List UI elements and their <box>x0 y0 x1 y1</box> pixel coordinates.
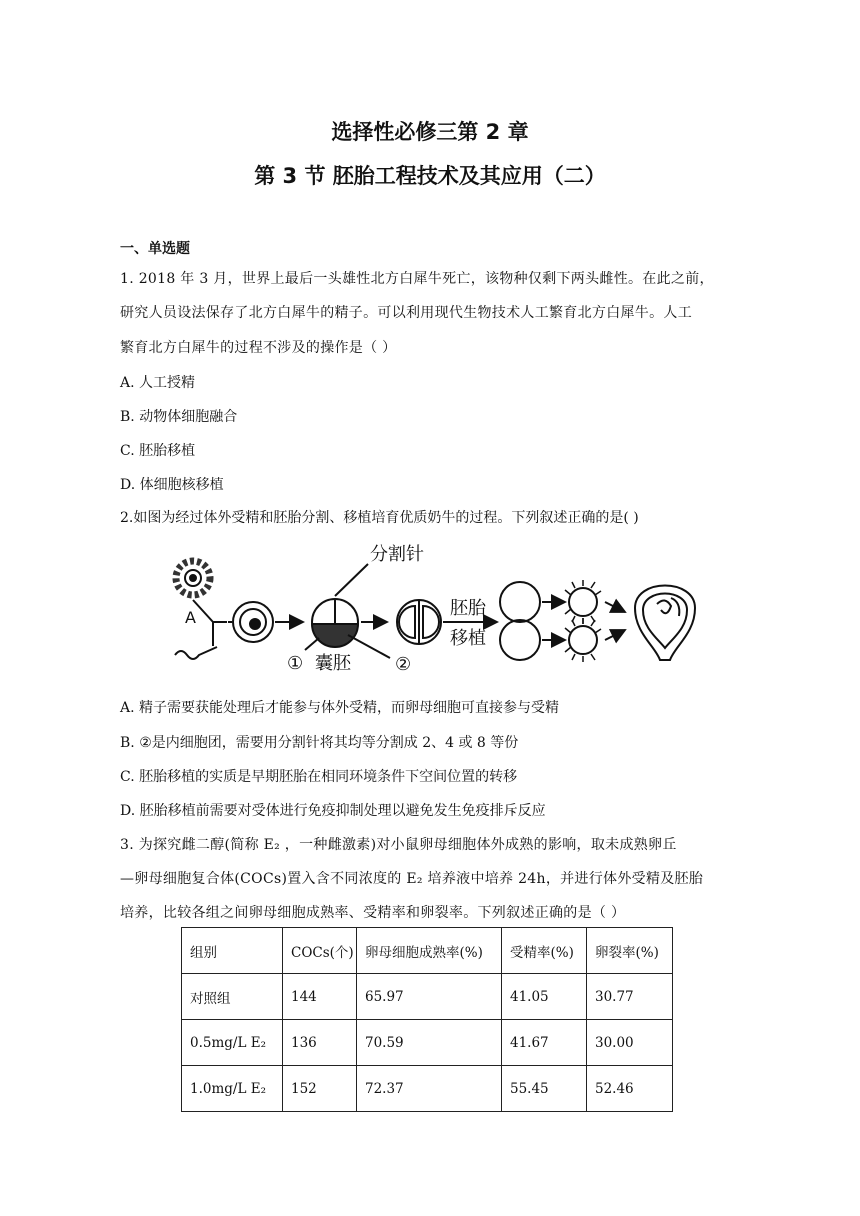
table-header-row <box>182 928 673 974</box>
table-cell: 136 <box>283 1020 357 1066</box>
page-subtitle: 第 3 节 胚胎工程技术及其应用（二） <box>254 164 606 188</box>
table-cell: 30.77 <box>587 974 673 1020</box>
label-blastocyst: 囊胚 <box>315 653 351 673</box>
table-cell: 41.05 <box>502 974 587 1020</box>
hatching-embryo-icon <box>565 580 601 662</box>
q2-option-d: D. 胚胎移植前需要对受体进行免疫抑制处理以避免发生免疫排斥反应 <box>120 803 546 819</box>
table-cell: 52.46 <box>587 1066 673 1112</box>
label-transfer-1: 胚胎 <box>450 598 486 619</box>
table-header-cell: 卵裂率(%) <box>587 928 673 974</box>
table-header-cell: COCs(个) <box>283 928 357 974</box>
table-row <box>182 1066 673 1112</box>
table-cell: 1.0mg/L E₂ <box>182 1066 283 1112</box>
q2-option-a: A. 精子需要获能处理后才能参与体外受精，而卵母细胞可直接参与受精 <box>120 700 560 716</box>
sperm-icon <box>175 647 217 659</box>
table-cell: 72.37 <box>357 1066 502 1112</box>
junction-lines <box>193 600 227 646</box>
table-cell: 对照组 <box>182 974 283 1020</box>
label-a: A <box>185 608 196 627</box>
section-heading: 一、单选题 <box>120 241 190 257</box>
table-header-cell: 卵母细胞成熟率(%) <box>357 928 502 974</box>
label-2: ② <box>395 654 412 673</box>
results-table <box>181 927 673 1112</box>
q2-option-c: C. 胚胎移植的实质是早期胚胎在相同环境条件下空间位置的转移 <box>120 769 518 785</box>
table-row <box>182 1020 673 1066</box>
label-1: ① <box>287 653 304 673</box>
embryo-pair-icon <box>500 582 540 660</box>
q2-option-b: B. ②是内细胞团，需要用分割针将其均等分割成 2、4 或 8 等份 <box>120 735 519 751</box>
blastocyst-icon <box>312 599 358 647</box>
table-header-cell: 组别 <box>182 928 283 974</box>
uterus-icon <box>635 586 695 661</box>
label-transfer-2: 移植 <box>450 628 486 649</box>
q1-stem-line: 繁育北方白犀牛的过程不涉及的操作是（ ） <box>120 340 397 356</box>
needle-line <box>335 564 368 596</box>
embryo-splitting-diagram <box>165 538 705 673</box>
q1-option-a: A. 人工授精 <box>120 375 196 391</box>
q2-stem: 2.如图为经过体外受精和胚胎分割、移植培育优质奶牛的过程。下列叙述正确的是( ) <box>120 510 639 526</box>
table-cell: 0.5mg/L E₂ <box>182 1020 283 1066</box>
q1-option-d: D. 体细胞核移植 <box>120 477 224 493</box>
table-cell: 30.00 <box>587 1020 673 1066</box>
table-cell: 70.59 <box>357 1020 502 1066</box>
split-embryo-icon <box>397 600 441 644</box>
table-row <box>182 974 673 1020</box>
zygote-icon <box>233 602 273 642</box>
oocyte-icon <box>176 561 210 595</box>
q1-option-b: B. 动物体细胞融合 <box>120 409 238 425</box>
q1-stem-line: 1. 2018 年 3 月，世界上最后一头雄性北方白犀牛死亡，该物种仅剩下两头雌性。在此之前， <box>120 271 714 287</box>
q3-stem-line: 3. 为探究雌二醇(简称 E₂ ，一种雌激素)对小鼠卵母细胞体外成熟的影响，取未成熟卵丘 <box>120 837 677 853</box>
table-cell: 152 <box>283 1066 357 1112</box>
table-cell: 144 <box>283 974 357 1020</box>
table-cell: 41.67 <box>502 1020 587 1066</box>
q3-stem-line: —卵母细胞复合体(COCs)置入含不同浓度的 E₂ 培养液中培养 24h，并进行体外受精及胚胎 <box>120 871 704 887</box>
table-header-cell: 受精率(%) <box>502 928 587 974</box>
q1-stem-line: 研究人员设法保存了北方白犀牛的精子。可以利用现代生物技术人工繁育北方白犀牛。人工 <box>120 305 692 321</box>
table-cell: 55.45 <box>502 1066 587 1112</box>
q1-option-c: C. 胚胎移植 <box>120 443 196 459</box>
label-needle: 分割针 <box>370 544 424 565</box>
table-cell: 65.97 <box>357 974 502 1020</box>
q3-stem-line: 培养，比较各组之间卵母细胞成熟率、受精率和卵裂率。下列叙述正确的是（ ） <box>120 905 626 921</box>
page-title: 选择性必修三第 2 章 <box>331 120 529 144</box>
